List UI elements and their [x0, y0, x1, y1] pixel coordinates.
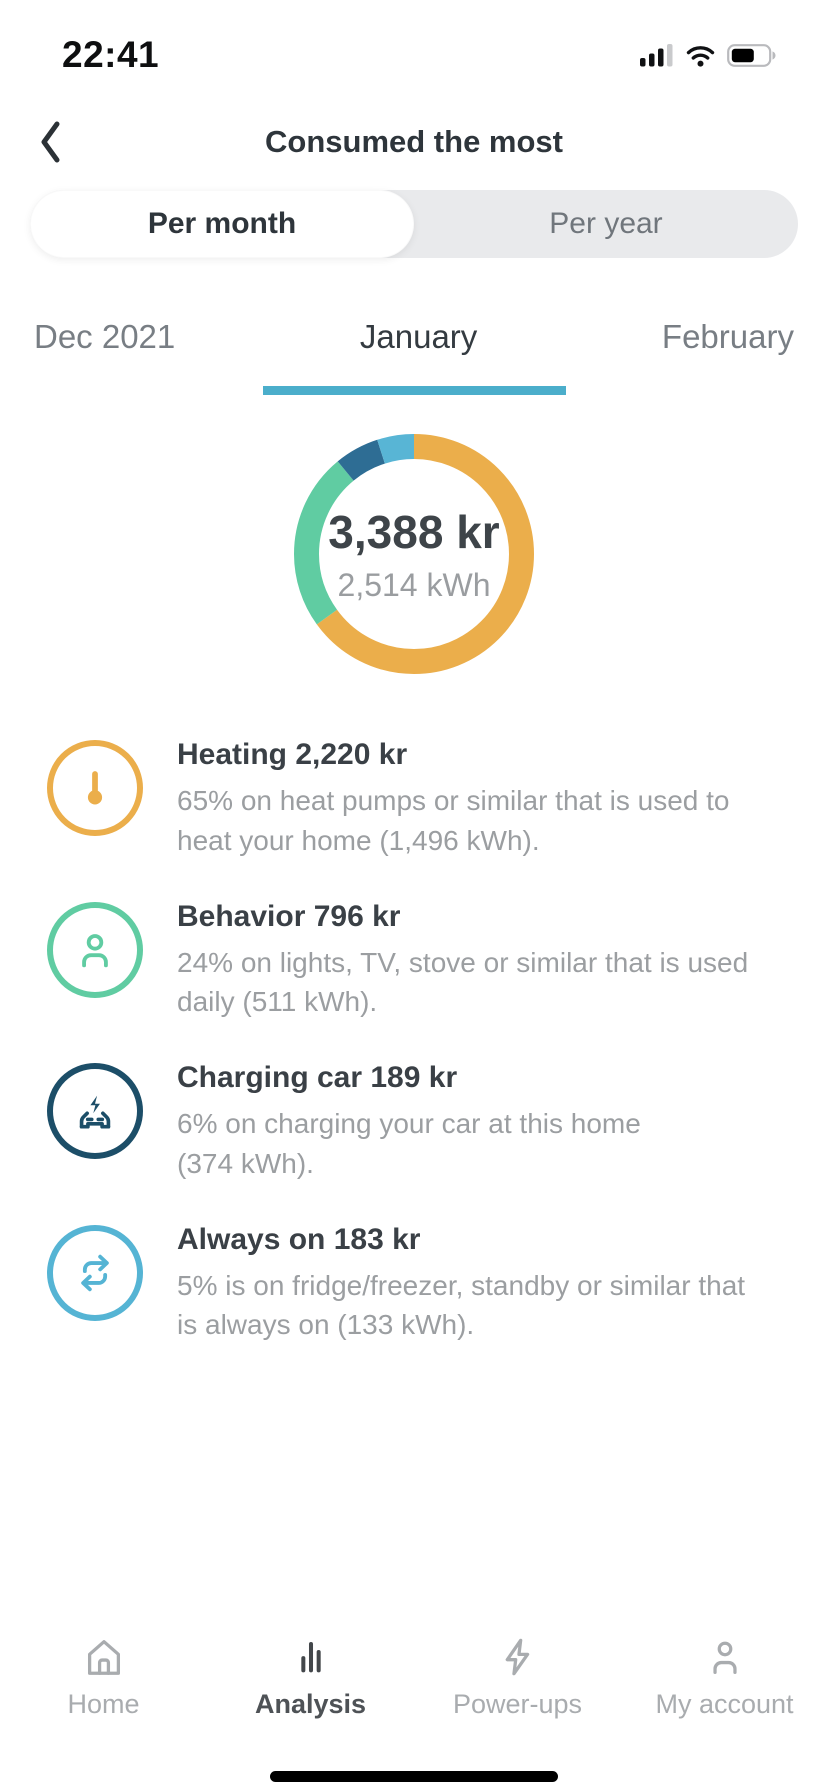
header — [0, 116, 828, 168]
list-item-heating — [47, 736, 794, 861]
item-title: Heating 2,220 kr — [177, 738, 408, 771]
nav-item-power-ups[interactable] — [414, 1634, 621, 1720]
toggle-option-per-year[interactable] — [414, 190, 798, 258]
bottom-nav — [0, 1634, 828, 1720]
home-icon — [81, 1634, 127, 1680]
month-tabs — [0, 318, 828, 356]
bar-chart-icon — [288, 1634, 334, 1680]
home-indicator-handle[interactable] — [270, 1771, 558, 1782]
person-icon — [47, 902, 143, 998]
tab-january[interactable]: January — [359, 318, 478, 355]
repeat-icon — [47, 1225, 143, 1321]
thermometer-icon — [47, 740, 143, 836]
back-button[interactable] — [24, 118, 76, 166]
nav-label: Home — [67, 1689, 140, 1719]
nav-item-home[interactable] — [0, 1634, 207, 1720]
active-tab-underline — [263, 386, 566, 395]
item-title: Behavior 796 kr — [177, 899, 401, 933]
toggle-option-per-month[interactable] — [30, 190, 414, 258]
consumption-donut — [294, 434, 534, 674]
toggle-option-label: Per year — [549, 207, 663, 240]
status-bar — [0, 24, 828, 86]
tab-dec-2021[interactable]: Dec 2021 — [34, 318, 176, 355]
list-item-always-on — [47, 1221, 794, 1346]
person-icon — [702, 1634, 748, 1680]
toggle-option-label: Per month — [147, 207, 297, 240]
item-description: 24% on lights, TV, stove or similar that is used daily (511 kWh). — [177, 946, 749, 1018]
item-description: 5% is on fridge/freezer, standby or similar that is always on (133 kWh). — [177, 1269, 746, 1341]
item-title: Charging car 189 kr — [177, 1061, 458, 1094]
tab-february[interactable]: February — [661, 318, 794, 355]
consumption-list — [47, 736, 794, 1382]
battery-icon — [727, 44, 776, 67]
total-cost: 3,388 kr — [328, 505, 500, 558]
item-description: 6% on charging your car at this home (374 kWh). — [177, 1108, 641, 1179]
status-icons — [640, 44, 776, 67]
nav-label: Power-ups — [452, 1689, 583, 1719]
list-item-behavior — [47, 898, 794, 1023]
list-item-charging-car — [47, 1059, 794, 1184]
status-time: 22:41 — [62, 34, 160, 75]
wifi-icon — [685, 44, 716, 67]
nav-item-analysis[interactable] — [207, 1634, 414, 1720]
nav-item-my-account[interactable] — [621, 1634, 828, 1720]
item-description: 65% on heat pumps or similar that is used to heat your home (1,496 kWh). — [177, 785, 730, 856]
donut-center — [294, 434, 534, 674]
cellular-signal-icon — [640, 44, 674, 67]
car-charging-icon — [47, 1063, 143, 1159]
period-toggle — [30, 190, 798, 258]
nav-label: Analysis — [254, 1689, 367, 1719]
page-title: Consumed the most — [265, 124, 563, 159]
nav-label: My account — [655, 1689, 794, 1719]
total-kwh: 2,514 kWh — [337, 566, 491, 603]
lightning-icon — [495, 1634, 541, 1680]
item-title: Always on 183 kr — [177, 1222, 421, 1256]
chevron-left-icon — [37, 120, 63, 164]
